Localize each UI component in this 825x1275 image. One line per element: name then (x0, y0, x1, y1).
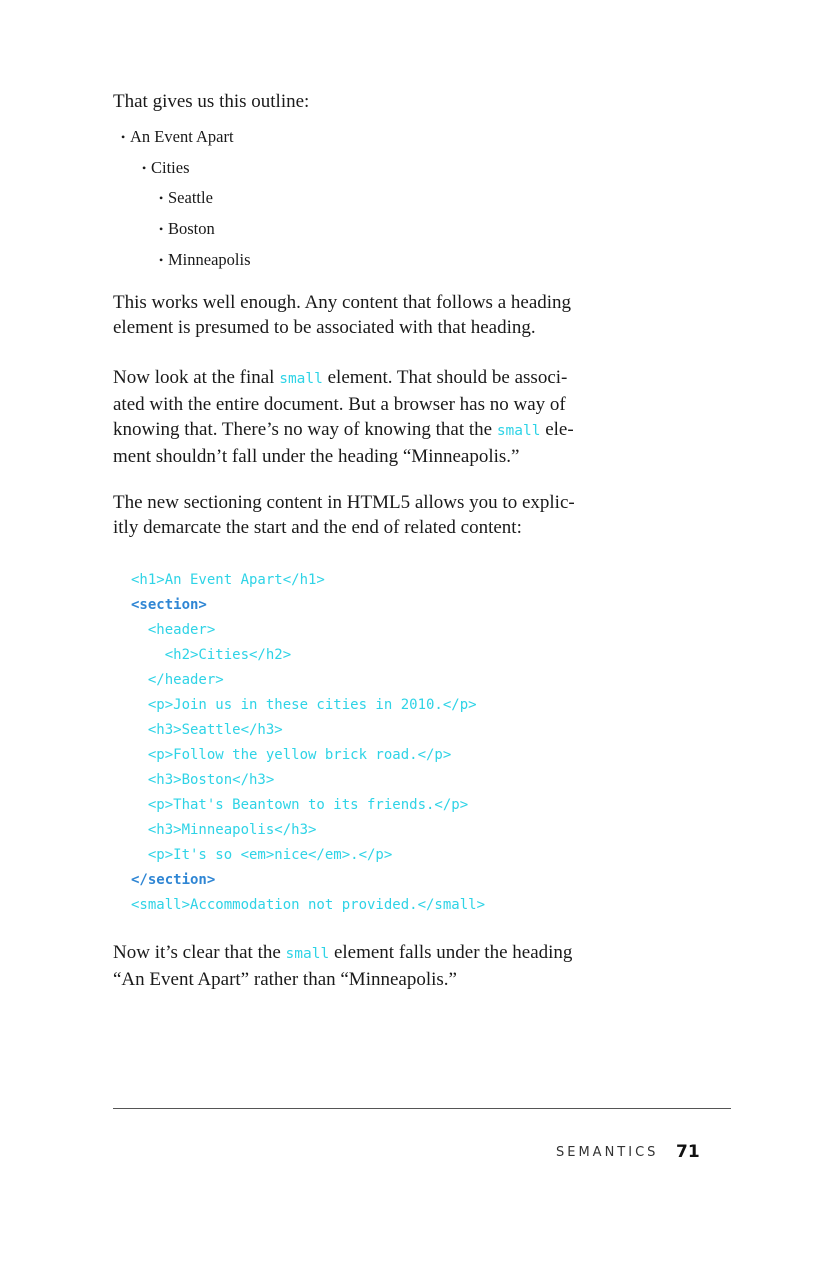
page-number: 71 (676, 1142, 700, 1162)
inline-code: small (496, 423, 541, 439)
code-line: <h2>Cities</h2> (131, 647, 292, 663)
code-line: <p>Follow the yellow brick road.</p> (131, 747, 452, 763)
code-line: <p>It's so <em>nice</em>.</p> (131, 847, 393, 863)
code-line: <header> (131, 622, 216, 638)
outline-item: • Cities (142, 158, 190, 177)
paragraph-heading-association: This works well enough. Any content that follows a heading element is presumed to be associated with that heading. (113, 292, 572, 338)
bullet-icon: • (159, 222, 164, 236)
code-line: </header> (131, 672, 224, 688)
paragraph-small-element: Now look at the final small element. That should be associ- ated with the entire document. But a browser has no way of knowing that. There’s no way of knowing that the small ele- ment shouldn’t fall under the heading “Minneapolis.” (113, 367, 574, 467)
outline-item: • Seattle (159, 188, 213, 207)
outline-item: • An Event Apart (121, 127, 234, 146)
footer-divider (113, 1108, 731, 1109)
code-line: <p>Join us in these cities in 2010.</p> (131, 697, 477, 713)
inline-code: small (285, 946, 330, 962)
inline-code: small (279, 371, 323, 387)
code-line: <h1>An Event Apart</h1> (131, 572, 325, 588)
code-line: <h3>Minneapolis</h3> (131, 822, 317, 838)
code-line: <h3>Boston</h3> (131, 772, 275, 788)
code-line: <h3>Seattle</h3> (131, 722, 283, 738)
code-line: <p>That's Beantown to its friends.</p> (131, 797, 469, 813)
code-line: <small>Accommodation not provided.</small> (131, 897, 486, 913)
bullet-icon: • (159, 191, 164, 205)
bullet-icon: • (159, 253, 164, 267)
bullet-icon: • (121, 130, 126, 144)
code-line: </section> (131, 872, 216, 888)
outline-item: • Minneapolis (159, 250, 251, 269)
outline-item: • Boston (159, 219, 215, 238)
bullet-icon: • (142, 161, 147, 175)
running-footer-section: SEMANTICS (556, 1145, 659, 1160)
paragraph-conclusion: Now it’s clear that the small element falls under the heading “An Event Apart” rather than “Minneapolis.” (113, 942, 573, 990)
code-line: <section> (131, 597, 207, 613)
paragraph-sectioning: The new sectioning content in HTML5 allows you to explic- itly demarcate the start and the end of related content: (113, 492, 575, 538)
code-example (131, 568, 485, 918)
intro-paragraph: That gives us this outline: (113, 91, 310, 112)
